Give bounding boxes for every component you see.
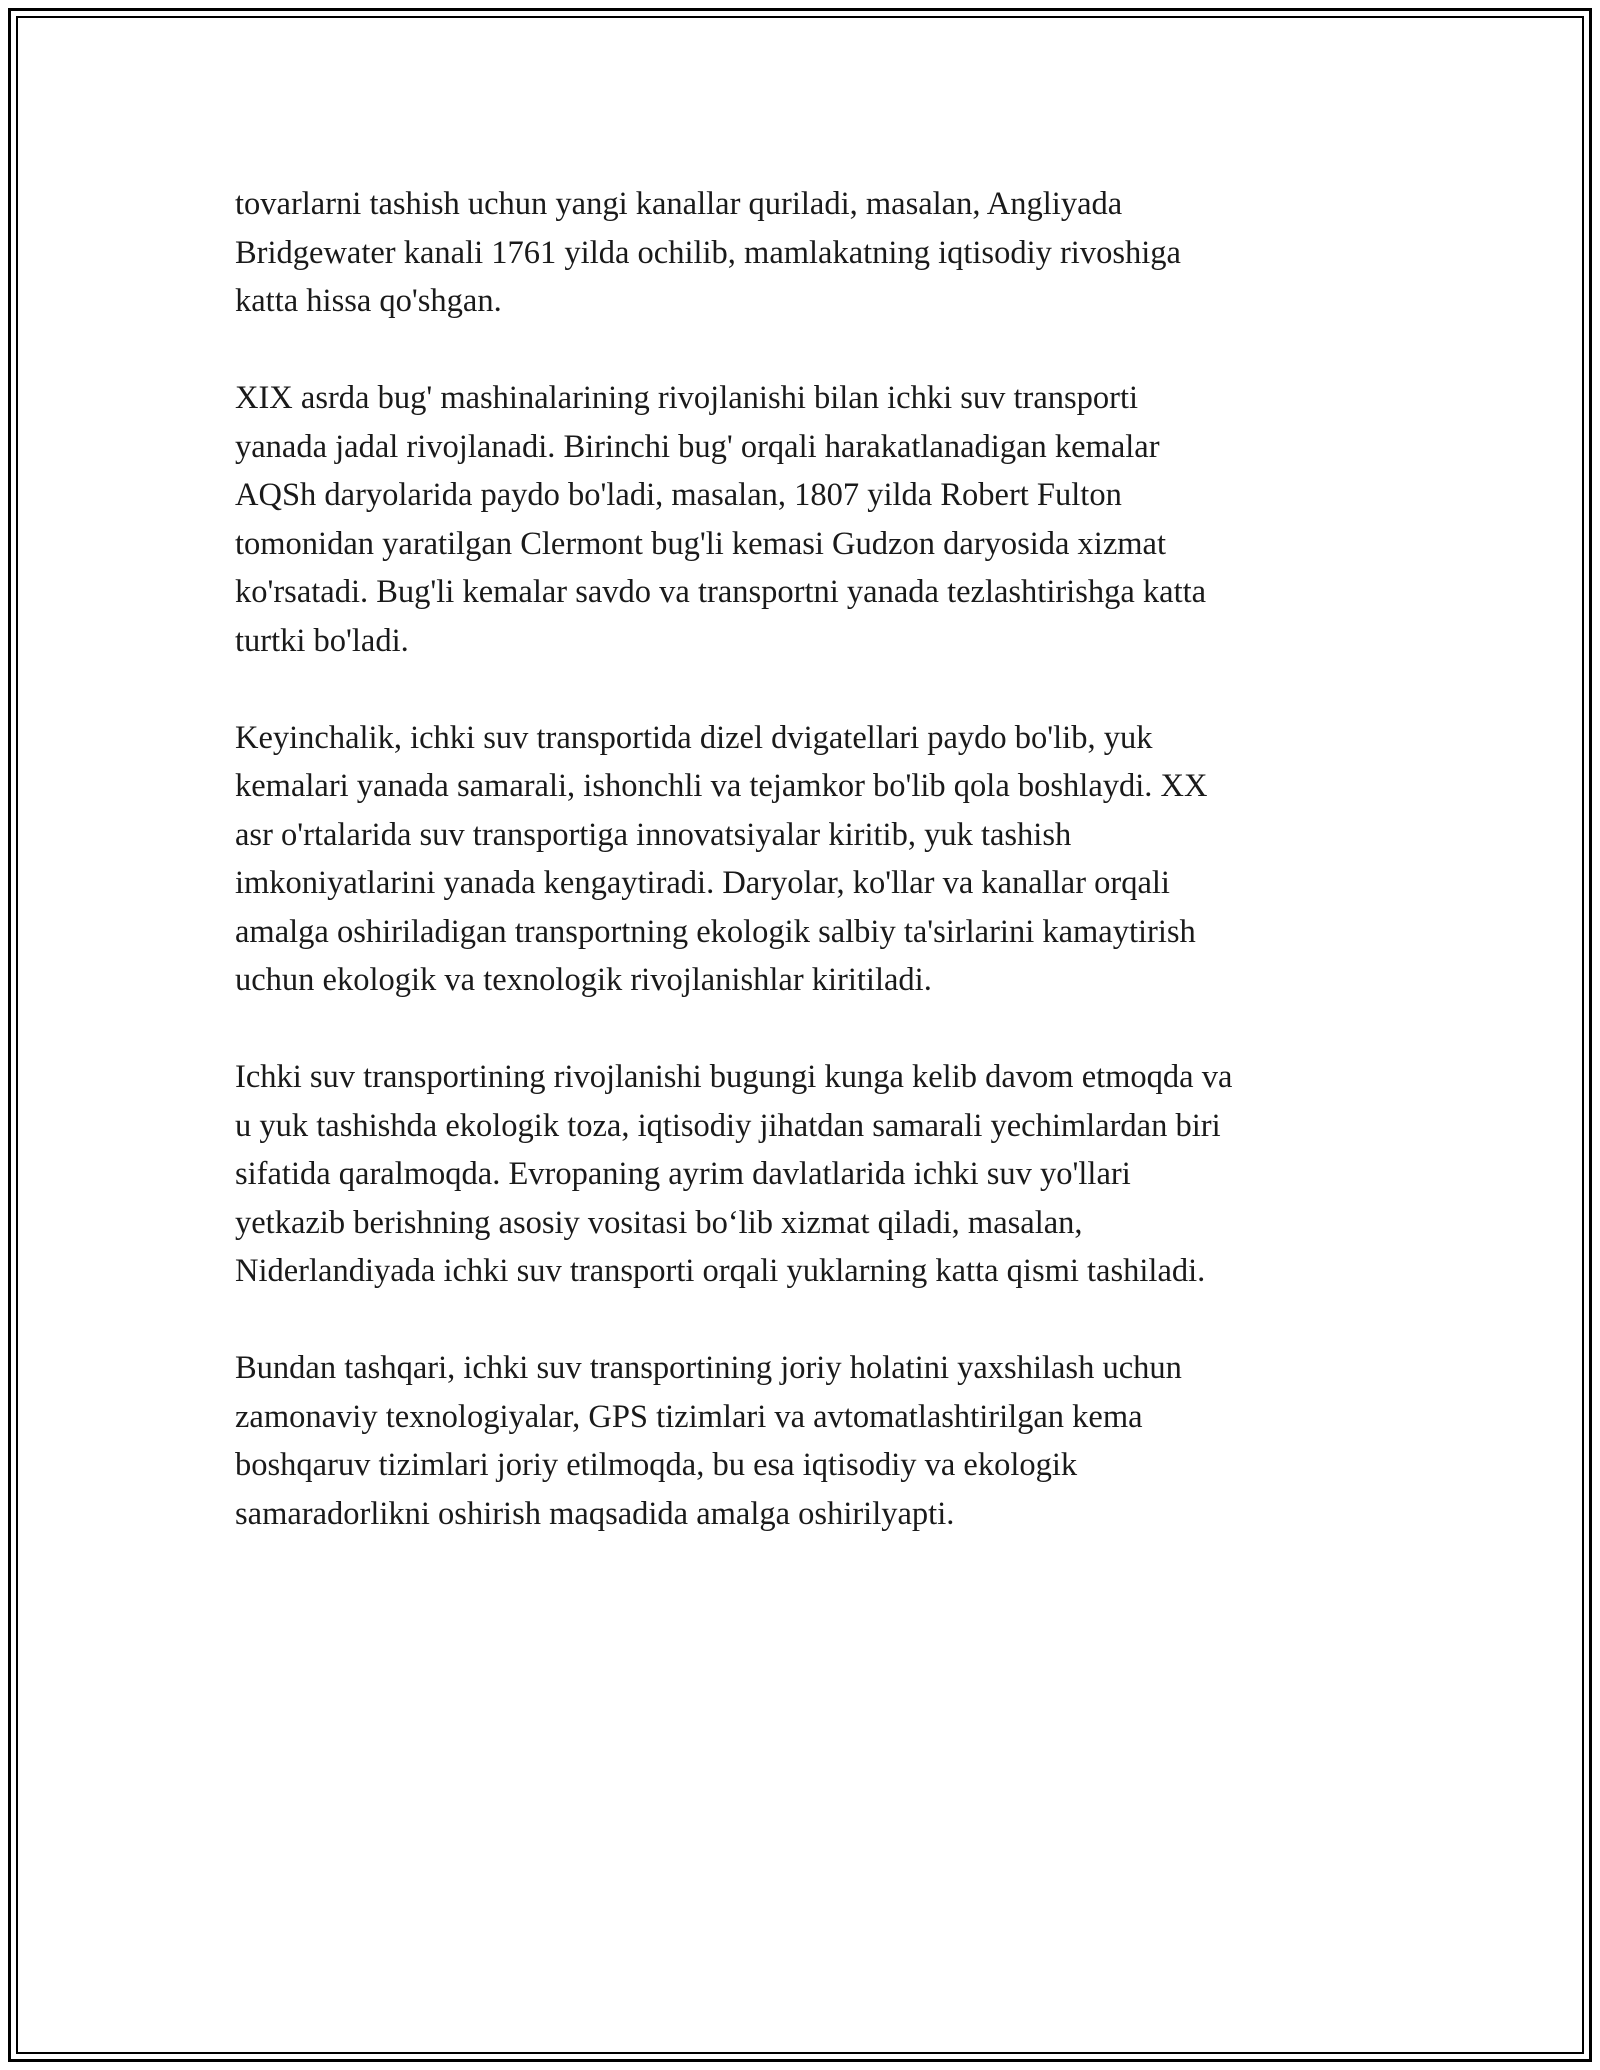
text-line: XIX asrda bug' mashinalarining rivojlanishi bilan ichki suv transporti <box>235 380 1139 416</box>
text-line: Keyinchalik, ichki suv transportida dizel dvigatellari paydo bo'lib, yuk <box>235 719 1153 756</box>
text-line: Bundan tashqari, ichki suv transportining joriy holatini yaxshilash uchun <box>235 1350 1182 1386</box>
text-line: samaradorlikni oshirish maqsadida amalga oshirilyapti. <box>235 1495 955 1532</box>
text-line: asr o'rtalarida suv transportiga innovatsiyalar kiritib, yuk tashish <box>235 816 1072 853</box>
text-line: Niderlandiyada ichki suv transporti orqali yuklarning katta qismi tashiladi. <box>235 1253 1206 1289</box>
text-line: katta hissa qo'shgan. <box>235 283 502 319</box>
text-line: amalga oshiriladigan transportning ekologik salbiy ta'sirlarini kamaytirish <box>235 913 1196 950</box>
text-line: turtki bo'ladi. <box>235 622 409 659</box>
text-line: Ichki suv transportining rivojlanishi bugungi kunga kelib davom etmoqda va <box>235 1059 1233 1095</box>
text-line: Bridgewater kanali 1761 yilda ochilib, mamlakatning iqtisodiy rivoshiga <box>235 234 1181 271</box>
text-line: yanada jadal rivojlanadi. Birinchi bug' orqali harakatlanadigan kemalar <box>235 428 1160 465</box>
text-line: ko'rsatadi. Bug'li kemalar savdo va transportni yanada tezlashtirishga katta <box>235 574 1207 610</box>
text-line: zamonaviy texnologiyalar, GPS tizimlari va avtomatlashtirilgan kema <box>235 1398 1143 1435</box>
text-line: tomonidan yaratilgan Clermont bug'li kemasi Gudzon daryosida xizmat <box>235 525 1166 562</box>
text-line: yetkazib berishning asosiy vositasi bo‘lib xizmat qiladi, masalan, <box>235 1204 1083 1241</box>
text-line: u yuk tashishda ekologik toza, iqtisodiy jihatdan samarali yechimlardan biri <box>235 1107 1221 1144</box>
text-line: uchun ekologik va texnologik rivojlanishlar kiritiladi. <box>235 962 932 998</box>
paragraph <box>235 374 1385 665</box>
text-line: boshqaruv tizimlari joriy etilmoqda, bu esa iqtisodiy va ekologik <box>235 1447 1078 1483</box>
text-line: AQSh daryolarida paydo bo'ladi, masalan, 1807 yilda Robert Fulton <box>235 477 1122 513</box>
document-body <box>235 180 1385 1587</box>
text-line: kemalari yanada samarali, ishonchli va tejamkor bo'lib qola boshlaydi. XX <box>235 768 1208 804</box>
paragraph <box>235 1053 1385 1296</box>
text-line: sifatida qaralmoqda. Evropaning ayrim davlatlarida ichki suv yo'llari <box>235 1156 1131 1192</box>
paragraph <box>235 714 1385 1005</box>
paragraph <box>235 1344 1385 1538</box>
paragraph <box>235 180 1385 326</box>
text-line: imkoniyatlarini yanada kengaytiradi. Daryolar, ko'llar va kanallar orqali <box>235 865 1170 901</box>
text-line: tovarlarni tashish uchun yangi kanallar quriladi, masalan, Angliyada <box>235 186 1123 222</box>
